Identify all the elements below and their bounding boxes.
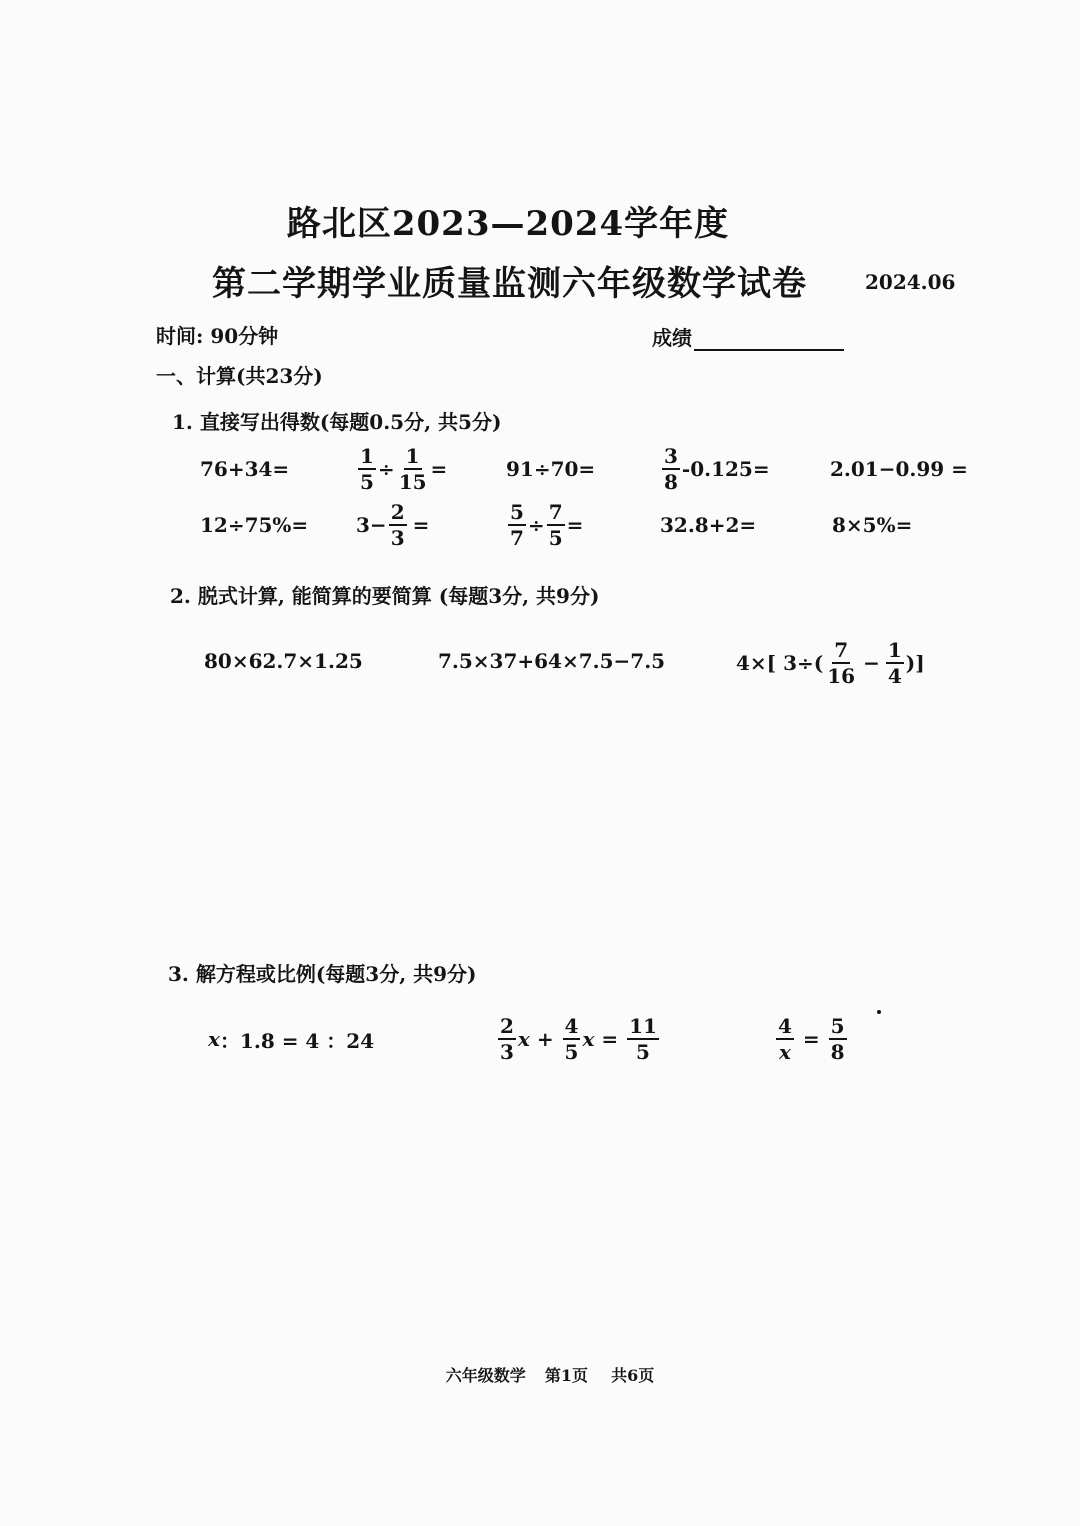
part-1-title: 1. 直接写出得数(每题0.5分, 共5分): [172, 410, 502, 434]
fraction: $\frac{1}{15}$: [398, 444, 427, 494]
part-2-title: 2. 脱式计算, 能简算的要简算 (每题3分, 共9分): [170, 584, 600, 608]
score-blank: [694, 331, 844, 351]
fraction: $\frac{1}{5}$: [360, 444, 374, 494]
fraction: $\frac{1}{4}$: [887, 638, 902, 688]
q3-a: x ：1.8 = 4 ：24: [208, 1027, 375, 1053]
exam-date: 2024.06: [865, 270, 956, 294]
q1-h: $\frac{5}{7}$ ÷ $\frac{7}{5}$ =: [510, 500, 584, 550]
fraction: $\frac{2}{3}$: [500, 1014, 514, 1064]
footer-page: 第1页: [544, 1366, 588, 1385]
q3-b: $\frac{2}{3}$ x + $\frac{4}{5}$ x = $\frac{11}{5}$: [500, 1014, 657, 1064]
scan-speck: [877, 1010, 881, 1014]
fraction: $\frac{4}{5}$: [564, 1014, 579, 1064]
fraction: $\frac{7}{16}$: [827, 638, 856, 688]
page-footer: [0, 1363, 1080, 1386]
footer-total: 共6页: [611, 1366, 655, 1385]
q1-d: $\frac{3}{8}$ -0.125=: [664, 444, 770, 494]
q1-e: 2.01−0.99 =: [830, 457, 968, 481]
q1-g: 3− $\frac{2}{3}$ =: [356, 500, 430, 550]
exam-title-line1: 路北区2023—2024学年度: [286, 204, 730, 244]
time-label: 时间: 90分钟: [156, 324, 279, 348]
fraction: $\frac{11}{5}$: [629, 1014, 657, 1064]
q2-a: 80×62.7×1.25: [204, 649, 363, 673]
part-3-title: 3. 解方程或比例(每题3分, 共9分): [168, 962, 477, 986]
q2-c: 4×[ 3÷( $\frac{7}{16}$ − $\frac{1}{4}$ )]: [736, 638, 925, 688]
section-1-title: 一、计算(共23分): [156, 364, 323, 388]
q1-b: $\frac{1}{5}$ ÷ $\frac{1}{15}$ =: [360, 444, 448, 494]
fraction: $\frac{3}{8}$: [664, 444, 678, 494]
fraction: $\frac{5}{7}$: [510, 500, 524, 550]
q1-j: 8×5%=: [832, 513, 913, 537]
fraction: $\frac{5}{8}$: [830, 1014, 845, 1064]
footer-subject: 六年级数学: [445, 1366, 526, 1385]
q1-i: 32.8+2=: [660, 513, 757, 537]
q1-f: 12÷75%=: [200, 513, 309, 537]
fraction: $\frac{2}{3}$: [390, 500, 405, 550]
q1-a: 76+34=: [200, 457, 290, 481]
q3-c: $\frac{4}{x}$ = $\frac{5}{8}$: [778, 1014, 845, 1064]
exam-title-line2: 第二学期学业质量监测六年级数学试卷: [212, 264, 807, 304]
q1-c: 91÷70=: [506, 457, 596, 481]
fraction: $\frac{7}{5}$: [548, 500, 563, 550]
q2-b: 7.5×37+64×7.5−7.5: [438, 649, 666, 673]
fraction: $\frac{4}{x}$: [778, 1014, 792, 1064]
score-field: [652, 322, 844, 351]
score-label: 成绩: [652, 326, 692, 350]
